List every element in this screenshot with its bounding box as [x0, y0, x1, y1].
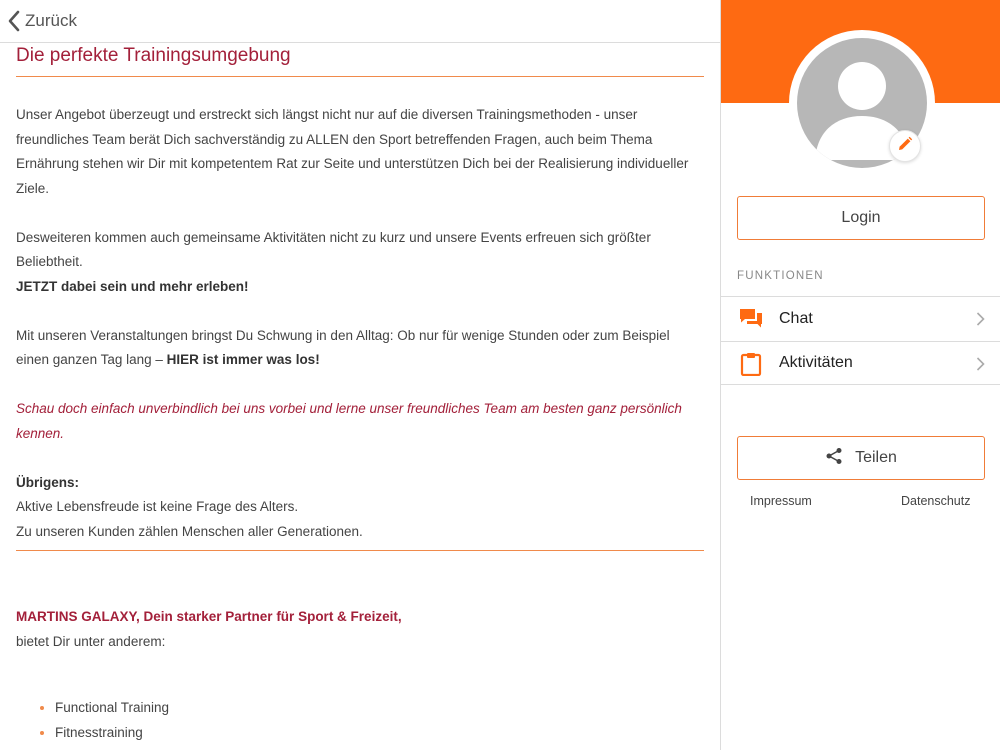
paragraph-veranstaltungen: [16, 324, 704, 373]
offer-list: [16, 696, 704, 745]
divider-bottom: [16, 550, 704, 551]
login-button[interactable]: [737, 196, 985, 240]
function-menu: [721, 296, 1000, 385]
pencil-icon: [897, 136, 913, 157]
chevron-right-icon: [976, 312, 985, 331]
section-label: FUNKTIONEN: [737, 270, 824, 282]
chevron-left-icon: [7, 10, 21, 32]
bullet-icon: [40, 731, 44, 735]
divider-top: [16, 76, 704, 77]
datenschutz-link[interactable]: Datenschutz: [901, 494, 971, 508]
menu-item-aktivitaeten[interactable]: [721, 341, 1000, 385]
paragraph-invitation: Schau doch einfach unverbindlich bei uns vorbei und lerne unser freundliches Team am besten ganz persönlich kennen.: [16, 401, 682, 441]
paragraph-veranstaltungen-text: Mit unseren Veranstaltungen bringst Du Schwung in den Alltag: Ob nur für wenige Stunden oder zum Beispiel einen ganzen Tag lang –: [16, 327, 670, 367]
page-title: Die perfekte Trainingsumgebung: [16, 45, 291, 66]
share-label: Teilen: [855, 449, 897, 466]
paragraph-veranstaltungen-bold: HIER ist immer was los!: [166, 352, 320, 367]
impressum-link[interactable]: Impressum: [750, 494, 812, 508]
menu-item-label: Chat: [779, 310, 813, 327]
edit-avatar-button[interactable]: [889, 130, 921, 162]
chat-icon: [739, 307, 763, 331]
clipboard-icon: [739, 352, 763, 376]
list-item-label: Fitnesstraining: [55, 724, 143, 740]
sidebar: [720, 0, 1000, 750]
paragraph-intro: Unser Angebot überzeugt und erstreckt sich längst nicht nur auf die diversen Trainingsmethoden - unser freundliches Team berät Dich sachverständig zu ALLEN den Sport betreffenden Fragen, auch beim Thema Ernährung stehen wir Dir mit kompetentem Rat zur Seite und unterstützen Dich bei der Realisierung individueller Ziele.: [16, 107, 689, 196]
uebrigens-heading: Übrigens:: [16, 474, 80, 490]
menu-item-chat[interactable]: [721, 297, 1000, 341]
share-button[interactable]: [737, 436, 985, 480]
list-item: [16, 696, 704, 721]
chevron-right-icon: [976, 357, 985, 376]
brand-line: MARTINS GALAXY, Dein starker Partner für Sport & Freizeit,: [16, 609, 402, 624]
uebrigens-line-2: Zu unseren Kunden zählen Menschen aller Generationen.: [16, 523, 363, 539]
top-bar: [0, 0, 720, 43]
menu-item-label: Aktivitäten: [779, 354, 853, 371]
uebrigens-line-1: Aktive Lebensfreude ist keine Frage des Alters.: [16, 499, 299, 514]
back-label: Zurück: [25, 11, 77, 30]
back-button[interactable]: [7, 9, 77, 33]
paragraph-events-cta: JETZT dabei sein und mehr erleben!: [16, 278, 249, 294]
article: [16, 43, 704, 745]
bullet-icon: [40, 706, 44, 710]
login-label: Login: [841, 209, 881, 226]
share-icon: [825, 447, 855, 470]
list-item: [16, 721, 704, 746]
paragraph-events: Desweiteren kommen auch gemeinsame Aktivitäten nicht zu kurz und unsere Events erfreuen sich größter Beliebtheit.: [16, 229, 651, 269]
brand-subline: bietet Dir unter anderem:: [16, 633, 166, 649]
list-item-label: Functional Training: [55, 700, 170, 715]
